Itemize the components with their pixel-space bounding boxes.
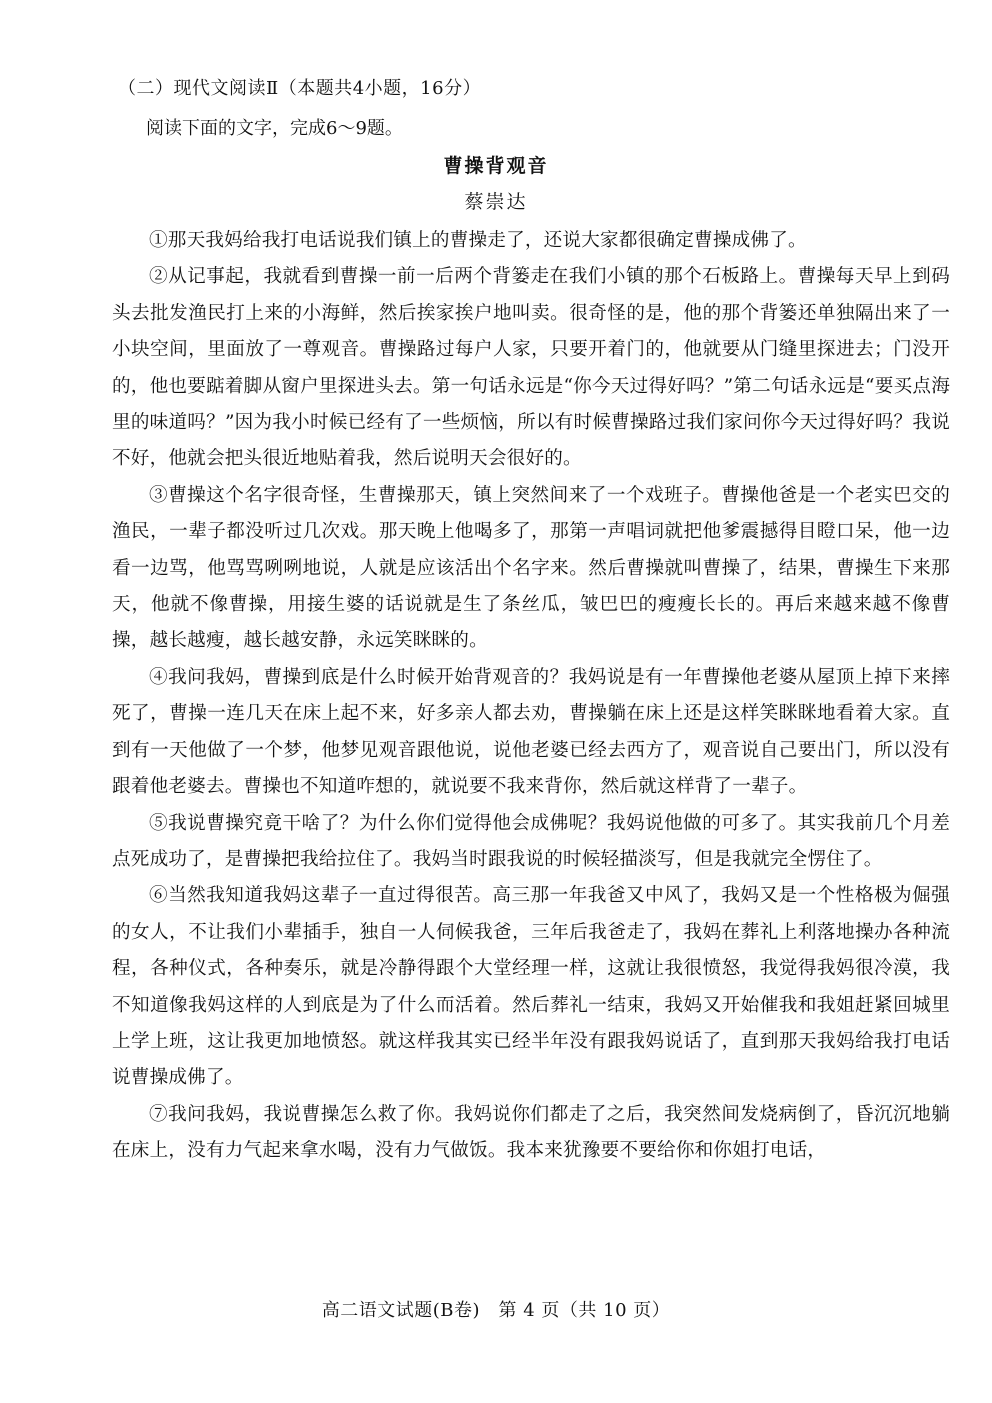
paragraph-1: ①那天我妈给我打电话说我们镇上的曹操走了，还说大家都很确定曹操成佛了。 [149, 230, 807, 251]
section-heading: （二）现代文阅读Ⅱ（本题共4小题，16分） [118, 78, 482, 99]
paragraph-5: ⑤我说曹操究竟干啥了？为什么你们觉得他会成佛呢？我妈说他做的可多了。其实我前几个月差点死成功了，是曹操把我给拉住了。我妈当时跟我说的时候轻描淡写，但是我就完全愣住了。 [112, 812, 950, 870]
article-body [112, 223, 950, 1170]
paragraph-4: ④我问我妈，曹操到底是什么时候开始背观音的？我妈说是有一年曹操他老婆从屋顶上掉下来摔死了，曹操一连几天在床上起不来，好多亲人都去劝，曹操躺在床上还是这样笑眯眯地看着大家。直到有一天他做了一个梦，他梦见观音跟他说，说他老婆已经去西方了，观音说自己要出门，所以没有跟着他老婆去。曹操也不知道咋想的，就说要不我来背你，然后就这样背了一辈子。 [112, 666, 950, 798]
paragraph-3: ③曹操这个名字很奇怪，生曹操那天，镇上突然间来了一个戏班子。曹操他爸是一个老实巴交的渔民，一辈子都没听过几次戏。那天晚上他喝多了，那第一声唱词就把他爹震撼得目瞪口呆，他一边看一边骂，他骂骂咧咧地说，人就是应该活出个名字来。然后曹操就叫曹操了，结果，曹操生下来那天，他就不像曹操，用接生婆的话说就是生了条丝瓜，皱巴巴的瘦瘦长长的。再后来越来越不像曹操，越长越瘦，越长越安静，永远笑眯眯的。 [112, 484, 950, 652]
paragraph-6: ⑥当然我知道我妈这辈子一直过得很苦。高三那一年我爸又中风了，我妈又是一个性格极为倔强的女人，不让我们小辈插手，独自一人伺候我爸，三年后我爸走了，我妈在葬礼上利落地操办各种流程，各种仪式，各种奏乐，就是冷静得跟个大堂经理一样，这就让我很愤怒，我觉得我妈很冷漠，我不知道像我妈这样的人到底是为了什么而活着。然后葬礼一结束，我妈又开始催我和我姐赶紧回城里上学上班，这让我更加地愤怒。就这样我其实已经半年没有跟我妈说话了，直到那天我妈给我打电话说曹操成佛了。 [112, 885, 950, 1089]
article-title: 曹操背观音 [443, 155, 549, 177]
page-footer: 高二语文试题(B卷) 第 4 页（共 10 页） [321, 1300, 671, 1321]
reading-instruction: 阅读下面的文字，完成6～9题。 [146, 118, 403, 139]
article-author: 蔡崇达 [464, 191, 528, 213]
paragraph-2: ②从记事起，我就看到曹操一前一后两个背篓走在我们小镇的那个石板路上。曹操每天早上到码头去批发渔民打上来的小海鲜，然后挨家挨户地叫卖。很奇怪的是，他的那个背篓还单独隔出来了一小块空间，里面放了一尊观音。曹操路过每户人家，只要开着门的，他就要从门缝里探进去；门没开的，他也要踮着脚从窗户里探进头去。第一句话永远是“你今天过得好吗？”第二句话永远是“要买点海里的味道吗？”因为我小时候已经有了一些烦恼，所以有时候曹操路过我们家问你今天过得好吗？我说不好，他就会把头很近地贴着我，然后说明天会很好的。 [112, 266, 950, 470]
paragraph-7: ⑦我问我妈，我说曹操怎么救了你。我妈说你们都走了之后，我突然间发烧病倒了，昏沉沉地躺在床上，没有力气起来拿水喝，没有力气做饭。我本来犹豫要不要给你和你姐打电话， [112, 1103, 950, 1162]
